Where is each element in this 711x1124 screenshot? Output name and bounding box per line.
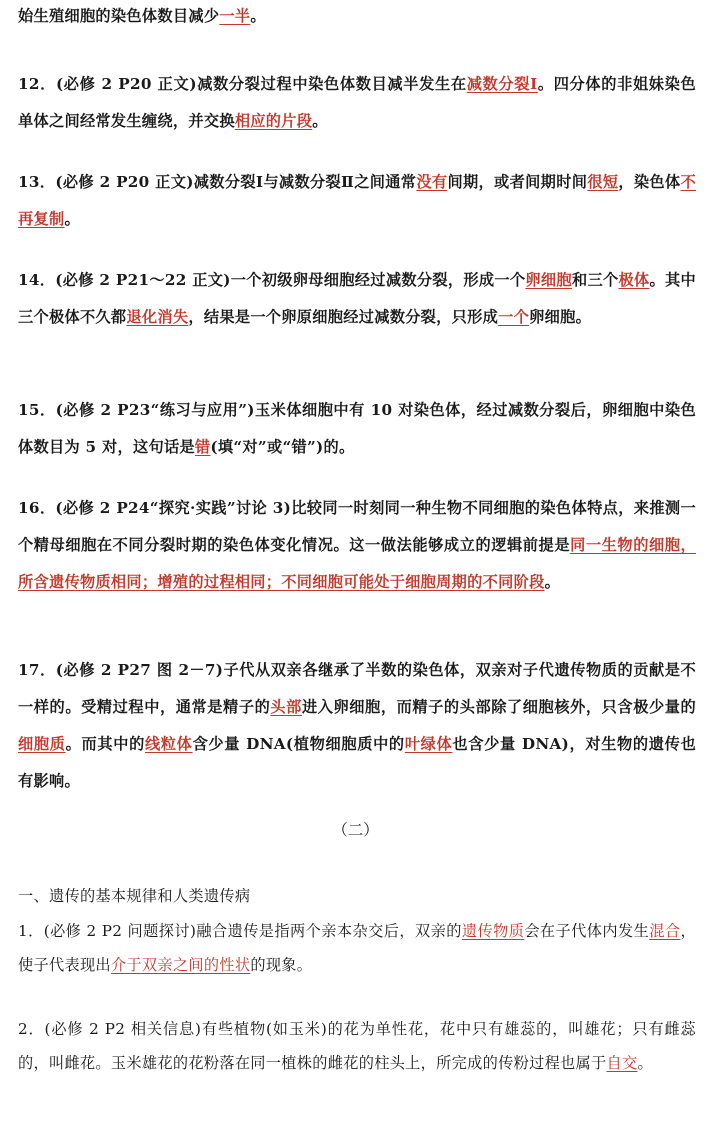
answer-blank: 遗传物质 <box>461 922 525 940</box>
answer-blank: 自交 <box>606 1054 638 1072</box>
answer-blank: 细胞质 <box>18 735 66 753</box>
paragraph-11-end: 始生殖细胞的染色体数目减少一半。 <box>18 7 266 25</box>
answer-blank: 减数分裂Ⅰ <box>466 75 538 93</box>
question-17: 17．(必修 2 P27 图 2－7)子代从双亲各继承了半数的染色体，双亲对子代遗传物质的贡献是不一样的。受精过程中，通常是精子的头部进入卵细胞，而精子的头部除了细胞核外，只含极少量的细胞质。而其中的线粒体含少量 DNA(植物细胞质中的叶绿体也含少量 DNA)，对生物的遗传也有影响。 <box>18 661 697 790</box>
answer-blank: 同一生物的细胞，所含遗传物质相同；增殖的过程相同；不同细胞可能处于细胞周期的不同阶段 <box>18 536 696 591</box>
answer-blank: 头部 <box>270 698 302 716</box>
answer-blank: 很短 <box>587 173 619 191</box>
question-13: 13．(必修 2 P20 正文)减数分裂Ⅰ与减数分裂Ⅱ之间通常没有间期，或者间期时间很短，染色体不再复制。 <box>18 173 697 228</box>
question-14: 14．(必修 2 P21～22 正文)一个初级卵母细胞经过减数分裂，形成一个卵细胞和三个极体。其中三个极体不久都退化消失，结果是一个卵原细胞经过减数分裂，只形成一个卵细胞。 <box>18 271 697 326</box>
question-15: 15．(必修 2 P23“练习与应用”)玉米体细胞中有 10 对染色体，经过减数分裂后，卵细胞中染色体数目为 5 对，这句话是错(填“对”或“错”)的。 <box>18 401 696 456</box>
answer-blank: 介于双亲之间的性状 <box>110 956 251 974</box>
answer-blank: 没有 <box>416 173 448 191</box>
answer-blank: 卵细胞 <box>525 271 572 289</box>
section-heading: 一、遗传的基本规律和人类遗传病 <box>18 887 251 905</box>
answer-blank: 极体 <box>618 271 650 289</box>
answer-blank: 错 <box>194 438 211 456</box>
answer-blank: 退化消失 <box>126 308 189 326</box>
question-12: 12．(必修 2 P20 正文)减数分裂过程中染色体数目减半发生在减数分裂Ⅰ。四分体的非姐妹染色单体之间经常发生缠绕，并交换相应的片段。 <box>18 75 696 130</box>
question-16: 16．(必修 2 P24“探究·实践”讨论 3)比较同一时刻同一种生物不同细胞的染色体特点，来推测一个精母细胞在不同分裂时期的染色体变化情况。这一做法能够成立的逻辑前提是同一生物的细胞，所含遗传物质相同；增殖的过程相同；不同细胞可能处于细胞周期的不同阶段。 <box>18 499 696 591</box>
question-2: 2．(必修 2 P2 相关信息)有些植物(如玉米)的花为单性花，花中只有雄蕊的，叫雄花；只有雌蕊的，叫雌花。玉米雄花的花粉落在同一植株的雌花的柱头上，所完成的传粉过程也属于自交。 <box>18 1020 696 1072</box>
answer-blank: 一半 <box>219 7 251 25</box>
question-1: 1．(必修 2 P2 问题探讨)融合遗传是指两个亲本杂交后，双亲的遗传物质会在子代体内发生混合，使子代表现出介于双亲之间的性状的现象。 <box>18 922 696 974</box>
answer-blank: 线粒体 <box>144 735 193 753</box>
answer-blank: 叶绿体 <box>404 735 453 753</box>
section-marker: （二） <box>332 821 379 839</box>
answer-blank: 相应的片段 <box>234 112 313 130</box>
answer-blank: 一个 <box>498 308 530 326</box>
answer-blank: 混合 <box>649 922 681 940</box>
answer-blank: 不再复制 <box>18 173 697 228</box>
